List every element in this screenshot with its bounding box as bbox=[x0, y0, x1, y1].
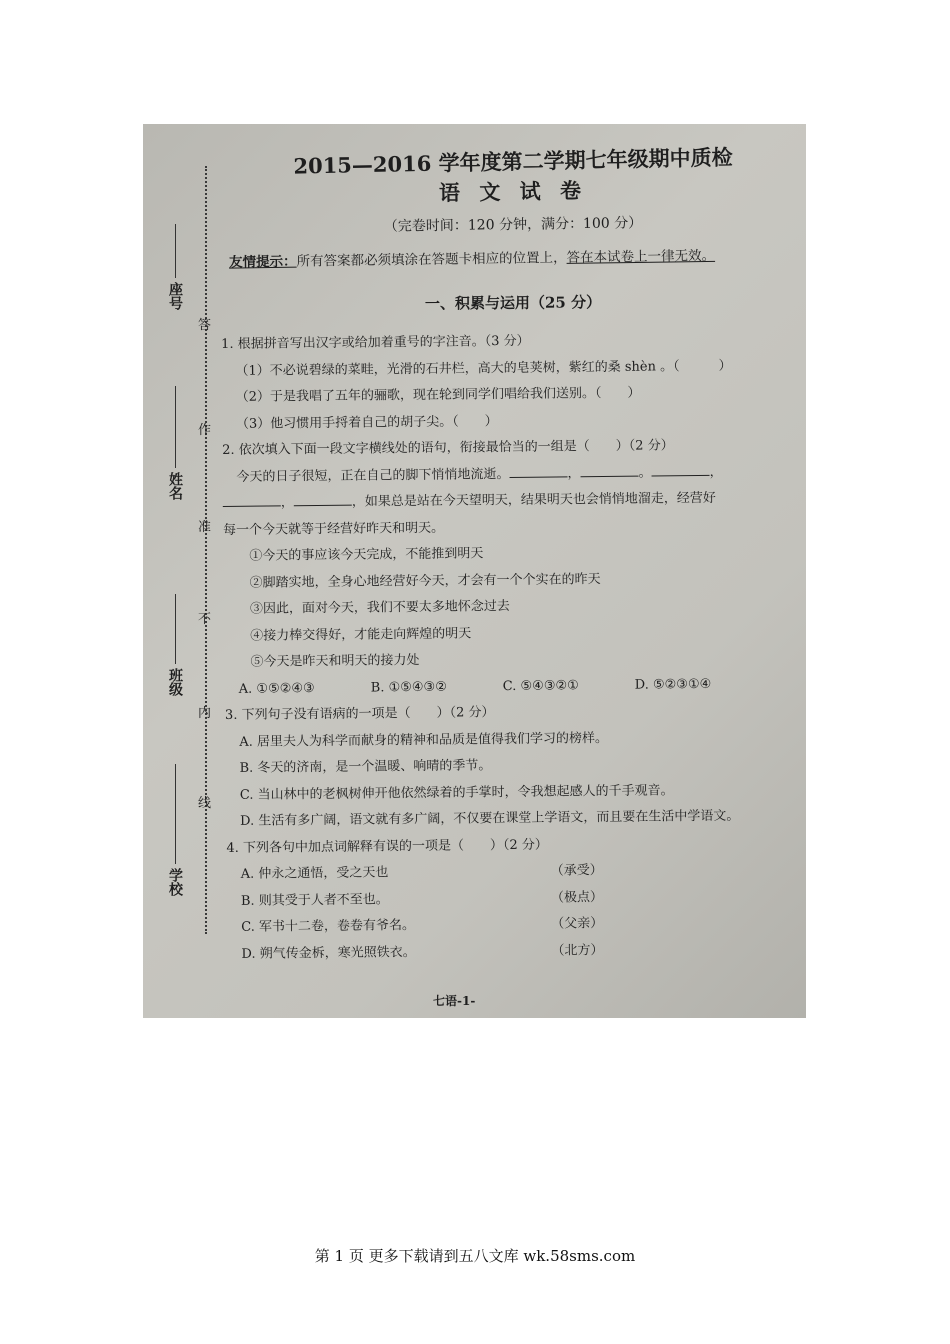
q2-paragraph-start: 今天的日子很短，正在自己的脚下悄悄地流逝。 ， 。 ， bbox=[222, 459, 792, 491]
binding-char: 作 bbox=[198, 423, 212, 438]
q2-choice[interactable]: D. ⑤②③①④ bbox=[634, 676, 712, 693]
q4-option-note: （承受） bbox=[550, 863, 603, 879]
name-field[interactable] bbox=[163, 386, 187, 504]
q3-option[interactable]: A. 居里夫人为科学而献身的精神和品质是值得我们学习的榜样。 bbox=[239, 730, 609, 750]
q2-paragraph-mid: ， ，如果总是站在今天望明天，结果明天也会悄悄地溜走，经营好 bbox=[223, 485, 793, 517]
q2-option: ⑤今天是昨天和明天的接力处 bbox=[250, 652, 420, 670]
binding-char: 答 bbox=[198, 318, 212, 333]
q4-option-note: （父亲） bbox=[551, 916, 604, 932]
q4-option[interactable] bbox=[227, 911, 621, 942]
q2-option: ④接力棒交得好，才能走向辉煌的明天 bbox=[250, 625, 472, 644]
q4-option-text: A. 仲永之通悟，受之天也 bbox=[240, 865, 389, 882]
page-footer[interactable]: 第 1 页 更多下载请到五八文库 wk.58sms.com bbox=[314, 1247, 636, 1265]
q1-item: （2）于是我唱了五年的骊歌，现在轮到同学们唱给我们送别。（ ） bbox=[235, 385, 641, 405]
q2-choice[interactable]: C. ⑤④③②① bbox=[502, 677, 579, 694]
seat-number-label: 座号 bbox=[167, 282, 183, 310]
q4-option[interactable] bbox=[227, 858, 621, 889]
tip-warning: 答在本试卷上一律无效。 bbox=[566, 247, 716, 266]
fill-blank[interactable] bbox=[651, 461, 709, 476]
seat-number-field[interactable] bbox=[163, 224, 187, 314]
q4-option-note: （北方） bbox=[551, 942, 604, 959]
class-field[interactable] bbox=[163, 594, 187, 700]
q4-option-note: （极点） bbox=[550, 889, 604, 906]
q3-option[interactable]: C. 当山林中的老枫树伸开他依然绿着的手掌时，令我想起感人的千手观音。 bbox=[239, 782, 674, 803]
school-label: 学校 bbox=[167, 868, 183, 896]
q2-stem: 2. 依次填入下面一段文字横线处的语句，衔接最恰当的一组是（ ）（2 分） bbox=[222, 438, 674, 458]
fill-blank[interactable] bbox=[509, 463, 567, 478]
binding-char: 准 bbox=[198, 520, 212, 535]
binding-line bbox=[205, 166, 207, 934]
fill-blank[interactable] bbox=[223, 492, 281, 507]
question-content bbox=[221, 326, 798, 968]
q3-option[interactable]: D. 生活有多广阔，语文就有多广阔，不仅要在课堂上学语文，而且要在生活中学语文。 bbox=[240, 808, 740, 829]
q4-option-text: C. 军书十二卷，卷卷有爷名。 bbox=[241, 918, 416, 935]
q3-stem: 3. 下列句子没有语病的一项是（ ）（2 分） bbox=[224, 705, 495, 723]
exam-title: 2015—2016 学年度第二学期七年级期中质检 bbox=[293, 144, 733, 179]
section-heading: 一、积累与运用（25 分） bbox=[424, 293, 602, 313]
q2-paragraph-end: 每一个今天就等于经营好昨天和明天。 bbox=[222, 520, 445, 538]
fill-blank[interactable] bbox=[580, 462, 638, 477]
q2-para-text: ，如果总是站在今天望明天，结果明天也会悄悄地溜走，经营好 bbox=[351, 490, 716, 510]
exam-meta: （完卷时间：120 分钟，满分：100 分） bbox=[383, 215, 643, 235]
q2-option: ③因此，面对今天，我们不要太多地怀念过去 bbox=[249, 598, 510, 617]
q4-option[interactable] bbox=[227, 937, 621, 968]
q2-option: ①今天的事应该今天完成，不能推到明天 bbox=[249, 546, 484, 564]
binding-char: 线 bbox=[198, 796, 212, 811]
binding-char: 内 bbox=[198, 706, 212, 721]
q4-option-text: D. 朔气传金柝，寒光照铁衣。 bbox=[241, 944, 416, 962]
fill-blank[interactable] bbox=[294, 492, 352, 507]
q2-choice[interactable]: A. ①⑤②④③ bbox=[238, 680, 315, 697]
q4-stem: 4. 下列各句中加点词解释有误的一项是（ ）（2 分） bbox=[226, 837, 548, 856]
name-label: 姓名 bbox=[167, 472, 183, 500]
binding-char: 不 bbox=[198, 612, 212, 627]
page-label: 七语-1- bbox=[433, 994, 476, 1008]
q4-option[interactable] bbox=[227, 884, 621, 915]
exam-tip bbox=[229, 243, 749, 270]
q2-para-text: 今天的日子很短，正在自己的脚下悄悄地流逝。 bbox=[236, 466, 510, 485]
q3-option[interactable]: B. 冬天的济南，是一个温暖、响晴的季节。 bbox=[239, 758, 492, 776]
q1-item: （1）不必说碧绿的菜畦，光滑的石井栏，高大的皂荚树，紫红的桑 shèn 。（ ） bbox=[235, 358, 732, 379]
q2-choice[interactable]: B. ①⑤④③② bbox=[370, 679, 447, 695]
tip-label: 友情提示： bbox=[228, 253, 297, 271]
exam-photo bbox=[143, 124, 806, 1018]
q4-option-text: B. 则其受于人者不至也。 bbox=[240, 891, 389, 909]
q1-stem: 1. 根据拼音写出汉字或给加着重号的字注音。（3 分） bbox=[221, 333, 530, 352]
exam-subtitle: 语 文 试 卷 bbox=[438, 177, 588, 206]
q1-item: （3）他习惯用手捋着自己的胡子尖。（ ） bbox=[235, 413, 498, 432]
q2-option: ②脚踏实地，全身心地经营好今天，才会有一个个实在的昨天 bbox=[249, 571, 601, 591]
tip-text: 所有答案都必须填涂在答题卡相应的位置上， bbox=[296, 249, 567, 270]
class-label: 班级 bbox=[167, 668, 183, 696]
school-field[interactable] bbox=[163, 764, 187, 900]
